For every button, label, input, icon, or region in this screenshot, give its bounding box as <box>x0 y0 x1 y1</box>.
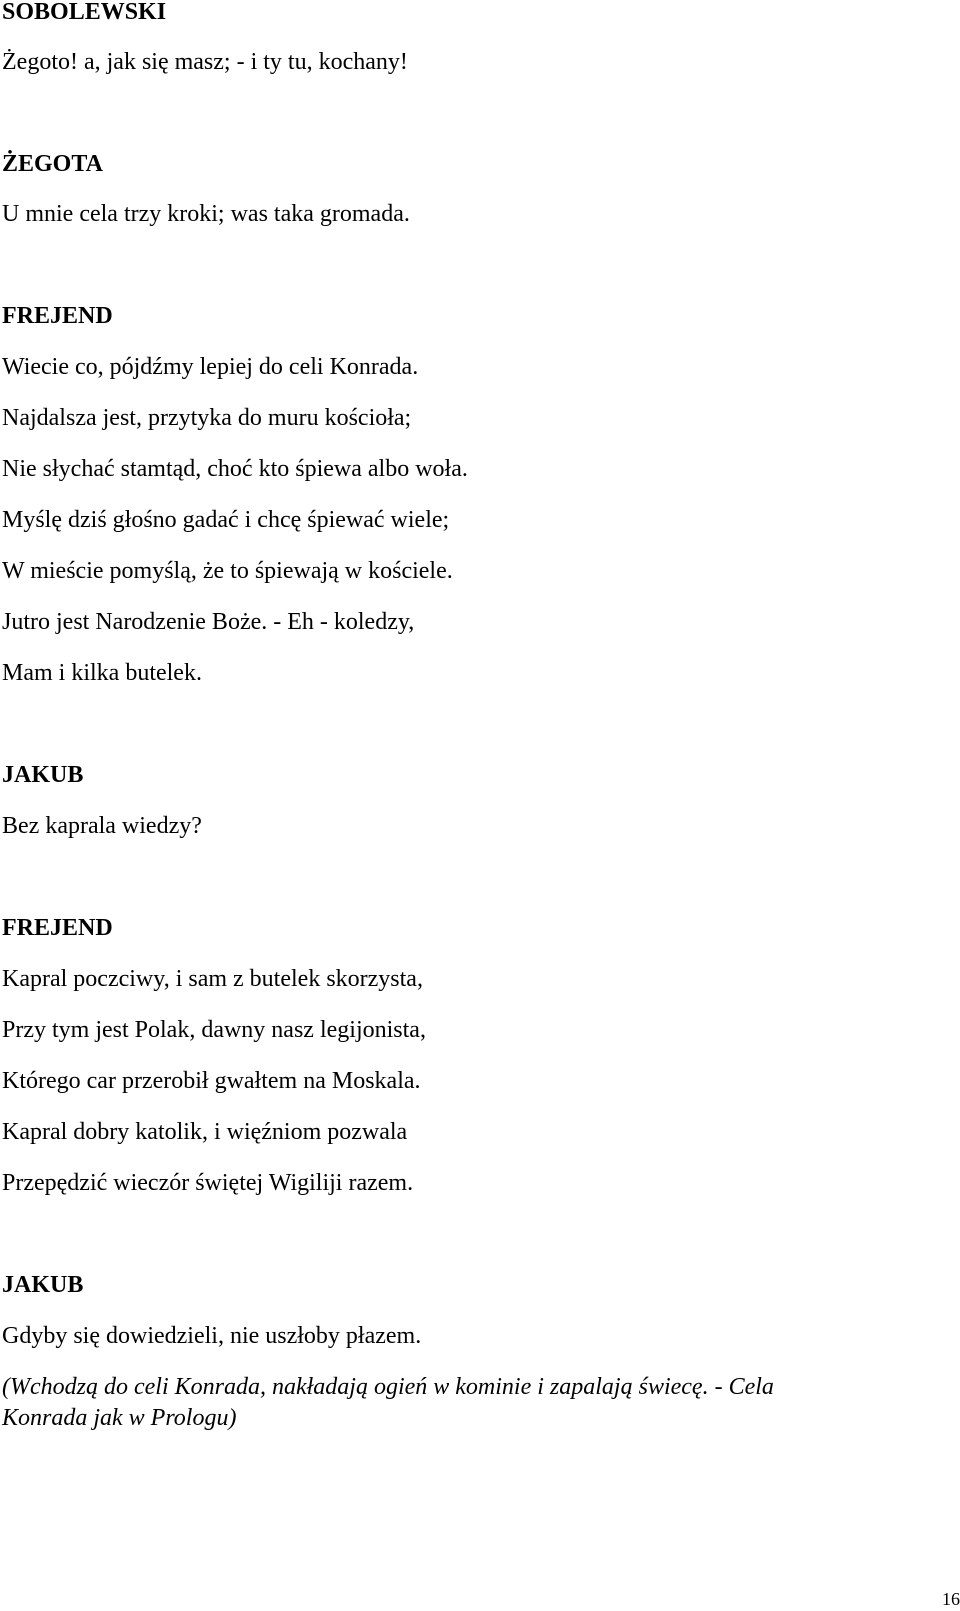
dialogue-line: Żegoto! a, jak się masz; - i ty tu, kochany! <box>2 49 408 75</box>
page-number: 16 <box>942 1589 960 1609</box>
dialogue-line: Kapral dobry katolik, i więźniom pozwala <box>2 1119 408 1145</box>
speaker-name: JAKUB <box>2 1272 84 1298</box>
dialogue-line: Kapral poczciwy, i sam z butelek skorzysta, <box>2 966 423 992</box>
dialogue-line: Którego car przerobił gwałtem na Moskala. <box>2 1068 421 1094</box>
dialogue-line: Przy tym jest Polak, dawny nasz legijonista, <box>2 1017 426 1043</box>
stage-direction-line: (Wchodzą do celi Konrada, nakładają ogień w kominie i zapalają świecę. - Cela <box>2 1374 774 1400</box>
speaker-name: FREJEND <box>2 303 113 329</box>
dialogue-line: Najdalsza jest, przytyka do muru kościoła; <box>2 405 412 431</box>
dialogue-line: W mieście pomyślą, że to śpiewają w kościele. <box>2 558 453 584</box>
speaker-name: SOBOLEWSKI <box>2 0 167 25</box>
speaker-name: JAKUB <box>2 762 84 788</box>
speaker-name: ŻEGOTA <box>2 151 103 177</box>
dialogue-line: Myślę dziś głośno gadać i chcę śpiewać wiele; <box>2 507 450 533</box>
dialogue-line: Przepędzić wieczór świętej Wigiliji razem. <box>2 1170 414 1196</box>
dialogue-line: U mnie cela trzy kroki; was taka gromada. <box>2 201 410 227</box>
dialogue-line: Mam i kilka butelek. <box>2 660 202 686</box>
dialogue-line: Gdyby się dowiedzieli, nie uszłoby płazem. <box>2 1323 422 1349</box>
dialogue-line: Bez kaprala wiedzy? <box>2 813 202 839</box>
dialogue-line: Wiecie co, pójdźmy lepiej do celi Konrada. <box>2 354 419 380</box>
dialogue-line: Nie słychać stamtąd, choć kto śpiewa albo woła. <box>2 456 468 482</box>
dialogue-line: Jutro jest Narodzenie Boże. - Eh - koledzy, <box>2 609 415 635</box>
stage-direction-line: Konrada jak w Prologu) <box>2 1405 237 1431</box>
speaker-name: FREJEND <box>2 915 113 941</box>
